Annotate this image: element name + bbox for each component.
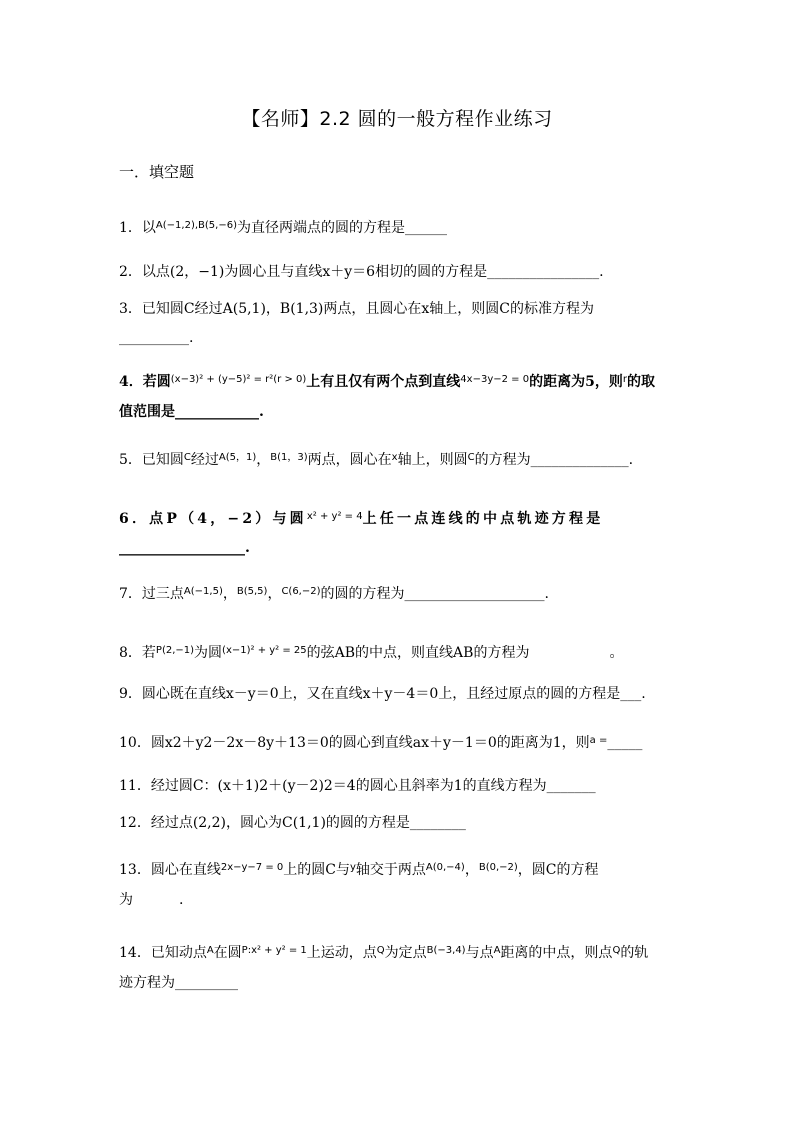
q13-text-5: ，圆C的方程 [517, 862, 599, 878]
q5-text-4: 两点，圆心在 [307, 452, 392, 468]
question-4-cont [119, 396, 679, 428]
q8-text-2: 为圆 [194, 645, 223, 661]
q7-text-2: ， [222, 586, 237, 602]
q9-text: 9．圆心既在直线x－y＝0上，又在直线x＋y－4＝0上，且经过原点的圆的方程是___. [119, 686, 646, 702]
q6-math: x² + y² = 4 [306, 511, 363, 522]
q1-math: A(−1,2),B(5,−6) [155, 220, 237, 231]
question-12 [119, 807, 679, 839]
q10-math: a = [589, 735, 608, 746]
q5-text: 5．已知圆 [119, 452, 184, 468]
q4-text: 4．若圆 [119, 374, 171, 390]
q7-text-4: 的圆的方程为____________________. [320, 586, 549, 602]
q7-math-1: A(−1,5) [183, 586, 223, 597]
question-1 [119, 212, 679, 246]
q4-text-5: 值范围是____________. [119, 404, 264, 420]
question-7 [119, 578, 679, 612]
q13-math-4: B(0,−2) [478, 862, 518, 873]
q5-math-5: C [467, 452, 475, 463]
q1-text: 1．以 [119, 220, 156, 236]
question-11 [119, 770, 679, 802]
q14-text-5: 与点 [465, 945, 494, 961]
question-5 [119, 444, 679, 478]
q4-math-2: 4x−3y−2 = 0 [460, 374, 530, 385]
q13-text-2: 上的圆C与 [283, 862, 350, 878]
q11-text: 11．经过圆C：(x＋1)2＋(y－2)2＝4的圆心且斜率为1的直线方程为_______ [119, 778, 596, 794]
q10-text-2: _____ [607, 735, 643, 751]
q10-text: 10．圆x2＋y2－2x－8y＋13＝0的圆心到直线ax＋y－1＝0的距离为1，则 [119, 735, 590, 751]
q4-text-4: 的取 [626, 374, 655, 390]
question-14-cont [119, 967, 679, 999]
q4-text-2: 上有且仅有两个点到直线 [306, 374, 461, 390]
q13-math-3: A(0,−4) [425, 862, 465, 873]
question-6-cont [119, 532, 679, 564]
q14-text-2: 在圆 [213, 945, 242, 961]
q3-blank: __________. [119, 330, 194, 346]
q4-math-1: (x−3)² + (y−5)² = r²(r > 0) [170, 374, 307, 385]
q8-text-4: 。 [609, 645, 624, 661]
q13-text-6: 为 [119, 892, 133, 908]
q14-math-1: A [206, 945, 214, 956]
question-10 [119, 727, 679, 761]
q7-text-3: ， [267, 586, 282, 602]
q4-text-3: 的距离为5，则 [529, 374, 623, 390]
q14-text: 14．已知动点 [119, 945, 207, 961]
q13-math-2: y [349, 862, 356, 873]
q6-text: 6．点P（4，−2）与圆 [119, 511, 307, 527]
q14-math-3: Q [376, 945, 385, 956]
q13-text: 13．圆心在直线 [119, 862, 221, 878]
q2-text: 2．以点(2，−1)为圆心且与直线x＋y＝6相切的圆的方程是________________. [119, 264, 604, 280]
q5-math-2: A(5，1) [218, 452, 257, 463]
q14-math-5: A [493, 945, 501, 956]
q13-text-4: ， [464, 862, 479, 878]
q8-math-2: (x−1)² + y² = 25 [222, 645, 307, 656]
q7-math-3: C(6,−2) [281, 586, 321, 597]
question-8 [119, 637, 679, 671]
q5-text-3: ， [256, 452, 271, 468]
q8-text-3: 的弦AB的中点，则直线AB的方程为 [306, 645, 530, 661]
q5-text-6: 的方程为______________. [474, 452, 634, 468]
q7-text: 7．过三点 [119, 586, 184, 602]
question-2 [119, 256, 679, 288]
question-3 [119, 293, 679, 325]
q14-text-7: 的轨 [620, 945, 649, 961]
q5-text-5: 轴上，则圆 [397, 452, 468, 468]
question-9 [119, 678, 679, 710]
q4-math-3: r [622, 374, 627, 385]
question-3-cont [119, 322, 679, 354]
question-13-cont [119, 884, 679, 916]
q5-math-1: C [183, 452, 191, 463]
q8-text: 8．若 [119, 645, 156, 661]
q14-math-2: P:x² + y² = 1 [241, 945, 307, 956]
question-4 [119, 366, 679, 400]
q6-blank: __________________. [119, 540, 250, 556]
q1-text-2: 为直径两端点的圆的方程是______ [236, 220, 447, 236]
section-heading: 一．填空题 [119, 163, 195, 181]
q14-text-8: 迹方程为_________ [119, 975, 238, 991]
q14-text-3: 上运动，点 [306, 945, 377, 961]
q13-math-1: 2x−y−7 = 0 [220, 862, 284, 873]
q8-math-1: P(2,−1) [155, 645, 195, 656]
q14-text-4: 为定点 [384, 945, 427, 961]
page-title: 【名师】2.2 圆的一般方程作业练习 [241, 108, 553, 130]
q13-text-3: 轴交于两点 [355, 862, 426, 878]
q5-math-3: B(1，3) [270, 452, 308, 463]
q14-text-6: 距离的中点，则点 [500, 945, 613, 961]
question-14 [119, 937, 679, 971]
q5-text-2: 经过 [190, 452, 219, 468]
question-13 [119, 854, 679, 888]
q14-math-4: B(−3,4) [426, 945, 466, 956]
q6-text-2: 上任一点连线的中点轨迹方程是 [362, 511, 604, 527]
q5-math-4: x [391, 452, 398, 463]
q7-math-2: B(5,5) [236, 586, 268, 597]
q12-text: 12．经过点(2,2)，圆心为C(1,1)的圆的方程是________ [119, 815, 466, 831]
q14-math-6: Q [612, 945, 621, 956]
q13-text-7: . [179, 892, 184, 908]
q3-text: 3．已知圆C经过A(5,1)，B(1,3)两点，且圆心在x轴上，则圆C的标准方程为 [119, 301, 595, 317]
